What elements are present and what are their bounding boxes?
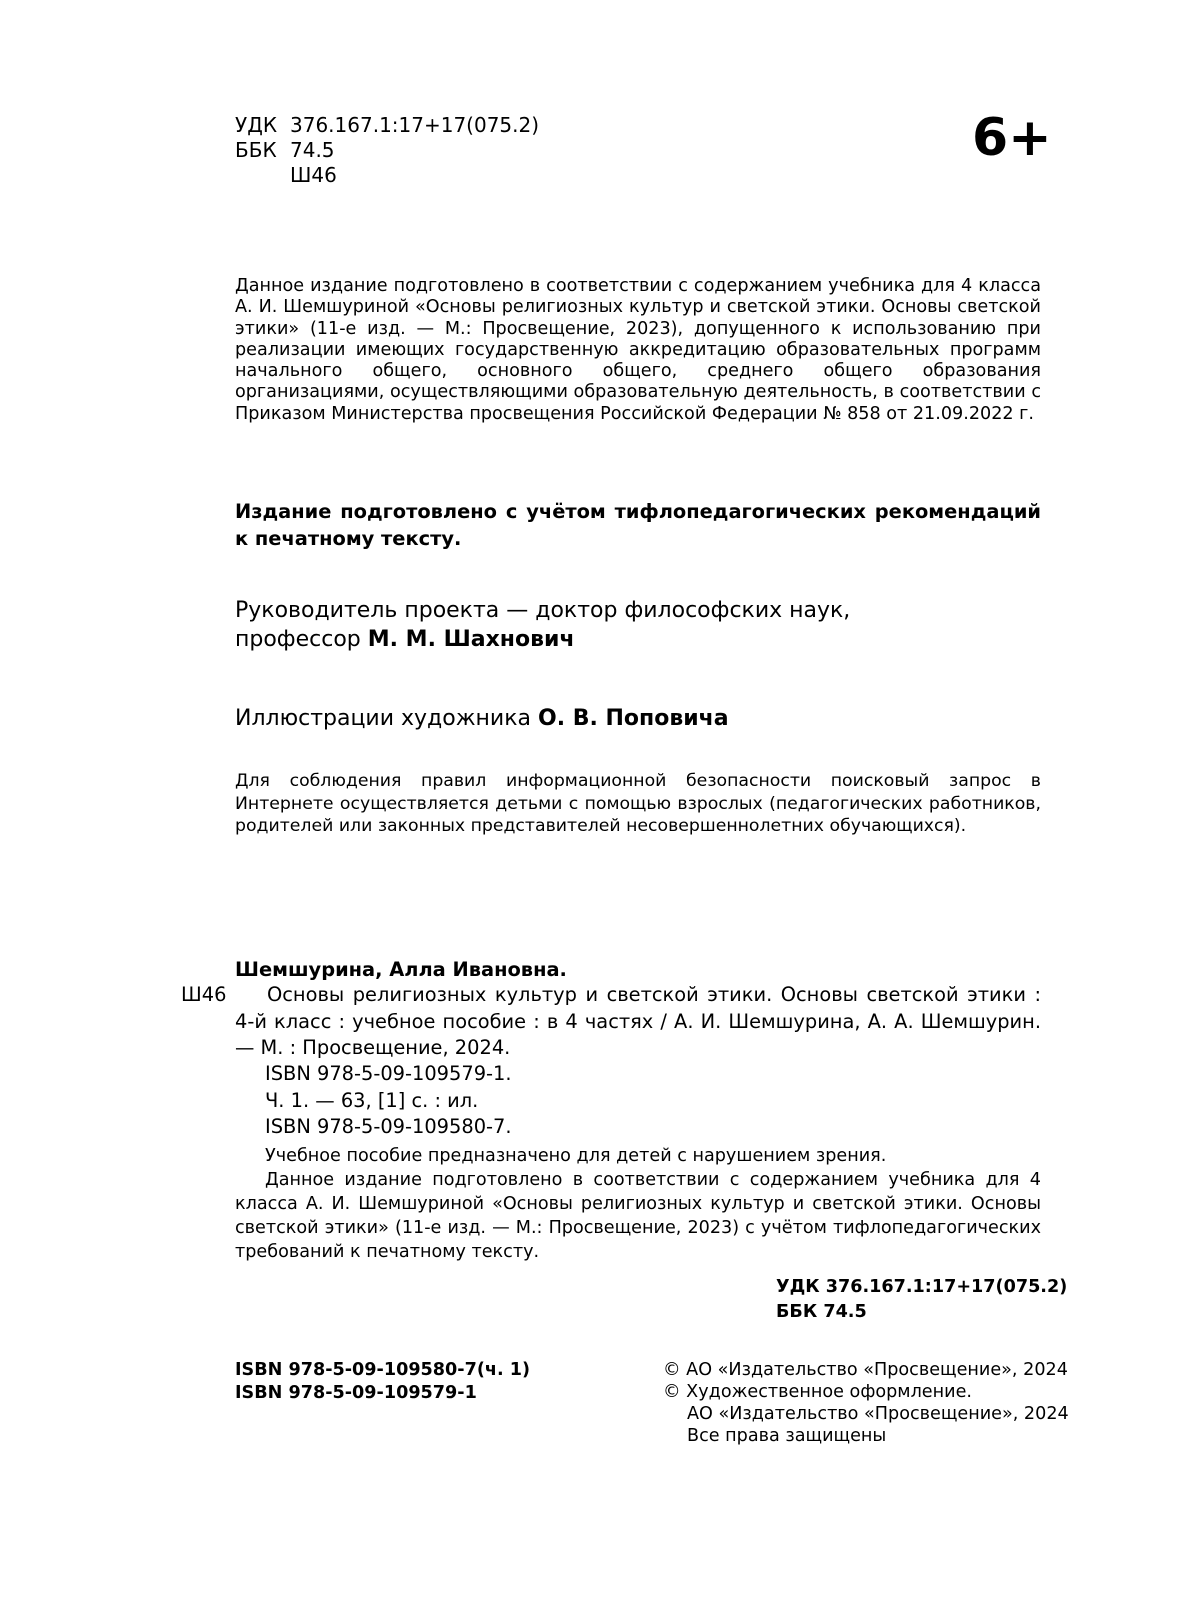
classification-codes [235, 113, 539, 188]
record-isbn-part: ISBN 978-5-09-109580-7. [265, 1115, 512, 1138]
safety-notice: Для соблюдения правил информационной безопасности поисковый запрос в Интернете осуществляется детьми с помощью взрослых (педагогических работников, родителей или законных представителей несовершеннолетних обучающихся). [235, 771, 1041, 836]
project-leader-line1: Руководитель проекта — доктор философских наук, [235, 598, 851, 623]
bbk-row [235, 138, 539, 163]
copyright-block [663, 1359, 1069, 1447]
udk-summary: УДК 376.167.1:17+17(075.2) [776, 1277, 1068, 1297]
illustrator-name: О. В. Поповича [538, 706, 729, 731]
udk-row [235, 113, 539, 138]
author-mark-row [235, 163, 539, 188]
project-leader [235, 596, 1041, 654]
record-author: Шемшурина, Алла Ивановна. [235, 958, 567, 981]
copyright-line1: © АО «Издательство «Просвещение», 2024 [663, 1360, 1068, 1380]
illustrations-credit [235, 704, 1041, 733]
annotation-line1: Учебное пособие предназначено для детей с нарушением зрения. [265, 1146, 887, 1166]
isbn-block [235, 1359, 530, 1404]
intro-paragraph: Данное издание подготовлено в соответствии с содержанием учебника для 4 класса А. И. Шемшуриной «Основы религиозных культур и светской этики. Основы светской этики» (11-е изд. — М.: Просвещение, 2023), допущенного к использованию при реализации имеющих государственную аккредитацию образовательных программ начального общего, основного общего, среднего общего образования организациями, осуществляющими образовательную деятельность, в соответствии с Приказом Министерства просвещения Российской Федерации № 858 от 21.09.2022 г. [235, 276, 1041, 424]
udk-value: 376.167.1:17+17(075.2) [290, 113, 540, 137]
copyright-line4: Все права защищены [687, 1426, 887, 1446]
illustrations-prefix: Иллюстрации художника [235, 706, 538, 731]
bbk-summary: ББК 74.5 [776, 1302, 867, 1322]
classification-summary [776, 1275, 1067, 1325]
copyright-line3: АО «Издательство «Просвещение», 2024 [687, 1404, 1069, 1424]
record-isbn-set: ISBN 978-5-09-109579-1. [265, 1062, 512, 1085]
author-mark: Ш46 [290, 163, 337, 187]
udk-label: УДК [235, 113, 278, 137]
record-code: Ш46 [181, 983, 227, 1006]
record-part-info: Ч. 1. — 63, [1] с. : ил. [265, 1088, 479, 1112]
record-annotation [235, 1144, 1041, 1264]
isbn-part-line: ISBN 978-5-09-109580-7(ч. 1) [235, 1360, 531, 1380]
record-description: Основы религиозных культур и светской этики. Основы светской этики : 4-й класс : учебное пособие : в 4 частях / А. И. Шемшурина, А. А. Шемшурин. — М. : Просвещение, 2024. [235, 983, 1041, 1059]
bbk-value: 74.5 [290, 138, 335, 162]
project-leader-title: профессор [235, 627, 368, 652]
tiflo-note: Издание подготовлено с учётом тифлопедагогических рекомендаций к печатному тексту. [235, 500, 1041, 550]
annotation-line2: Данное издание подготовлено в соответствии с содержанием учебника для 4 класса А. И. Шемшуриной «Основы религиозных культур и светской этики. Основы светской этики» (11-е изд. — М.: Просвещение, 2023) с учётом тифлопедагогических требований к печатному тексту. [235, 1170, 1041, 1262]
project-leader-name: М. М. Шахнович [367, 627, 575, 652]
isbn-set-line: ISBN 978-5-09-109579-1 [235, 1382, 477, 1403]
record-isbn-lines [265, 1061, 512, 1141]
age-rating: 6+ [972, 108, 1052, 168]
project-leader-line2 [235, 625, 1041, 654]
bbk-label: ББК [235, 138, 277, 162]
copyright-line2: © Художественное оформление. [663, 1382, 972, 1402]
